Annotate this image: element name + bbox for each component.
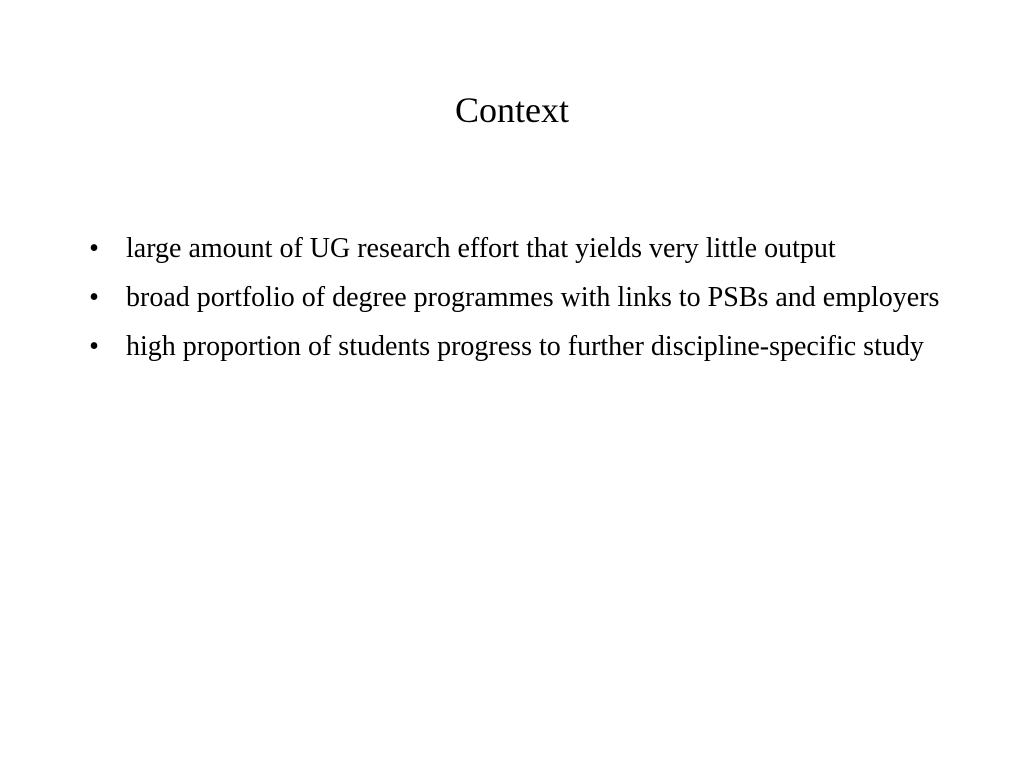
bullet-item (84, 277, 944, 318)
bullet-icon: • (89, 331, 99, 362)
bullet-list (84, 228, 944, 375)
bullet-icon: • (89, 282, 99, 313)
bullet-text: large amount of UG research effort that yields very little output (126, 233, 836, 264)
bullet-text: high proportion of students progress to further discipline-specific study (126, 331, 924, 362)
bullet-item (84, 326, 944, 367)
bullet-icon: • (89, 233, 99, 264)
slide-title: Context (455, 90, 569, 130)
bullet-item (84, 228, 944, 269)
bullet-text: broad portfolio of degree programmes with links to PSBs and employers (126, 282, 940, 313)
